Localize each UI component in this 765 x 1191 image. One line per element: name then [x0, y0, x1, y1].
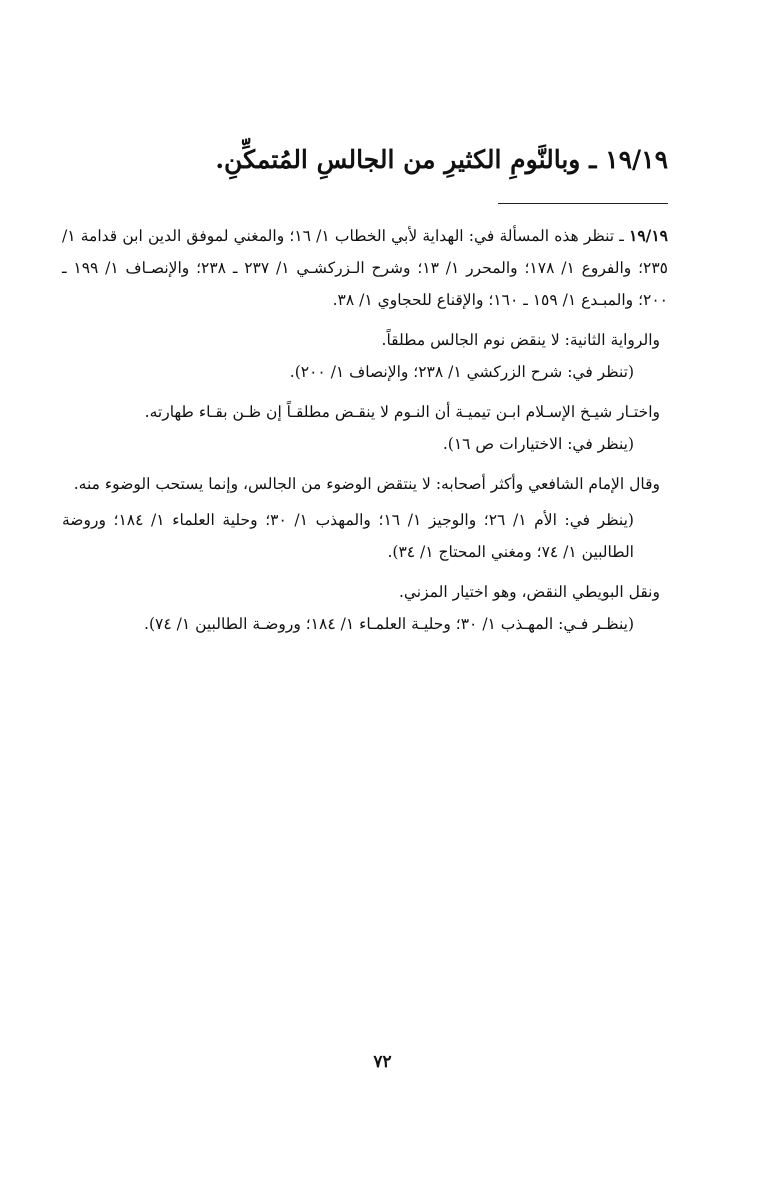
footnote-reference: (ينظـر فـي: المهـذب ١/ ٣٠؛ وحليـة العلمـاء ١/ ١٨٤؛ وروضـة الطالبين ١/ ٧٤).	[144, 615, 634, 633]
page-number: ٧٢	[373, 1052, 392, 1072]
footnote-text: ـ تنظر هذه المسألة في: الهداية لأبي الخطاب ١/ ١٦؛ والمغني لموفق الدين ابن قدامة ١/ ٢٣٥؛ والفروع ١/ ١٧٨؛ والمحرر ١/ ١٣؛ وشرح الـزركشـي ١/ ٢٣٧ ـ ٢٣٨؛ والإنصـاف ١/ ١٩٩ ـ ٢٠٠؛ والمبـدع ١/ ١٥٩ ـ ١٦٠؛ والإقناع للحجاوي ١/ ٣٨.	[62, 227, 668, 309]
footnote-reference: (ينظر في: الأم ١/ ٢٦؛ والوجيز ١/ ١٦؛ والمهذب ١/ ٣٠؛ وحلية العلماء ١/ ١٨٤؛ وروضة الطالبين ١/ ٧٤؛ ومغني المحتاج ١/ ٣٤).	[62, 511, 634, 561]
footnote-paragraph: واختـار شيـخ الإسـلام ابـن تيميـة أن النـوم لا ينقـض مطلقـاً إن ظـن بقـاء طهارته.	[144, 403, 660, 421]
footnote-paragraph: والرواية الثانية: لا ينقض نوم الجالس مطلقاً.	[381, 331, 660, 349]
footnote-paragraph: ونقل البويطي النقض، وهو اختيار المزني.	[398, 583, 660, 601]
footnote-number: ١٩/١٩	[629, 226, 668, 245]
footnote-separator	[498, 203, 668, 204]
heading-number: ١٩/١٩	[605, 145, 668, 174]
heading-text: وبالنَّومِ الكثيرِ من الجالسِ المُتمكِّنِ.	[215, 145, 581, 174]
main-text-heading	[68, 138, 668, 182]
heading-dash: ـ	[589, 145, 597, 174]
footnote-reference: (تنظر في: شرح الزركشي ١/ ٢٣٨؛ والإنصاف ١/ ٢٠٠).	[289, 363, 634, 381]
footnote-reference: (ينظر في: الاختيارات ص ١٦).	[442, 435, 634, 453]
footnote-main	[62, 220, 668, 316]
footnote-paragraph: وقال الإمام الشافعي وأكثر أصحابه: لا ينتقض الوضوء من الجالس، وإنما يستحب الوضوء منه.	[73, 475, 660, 493]
footnotes	[62, 220, 668, 640]
